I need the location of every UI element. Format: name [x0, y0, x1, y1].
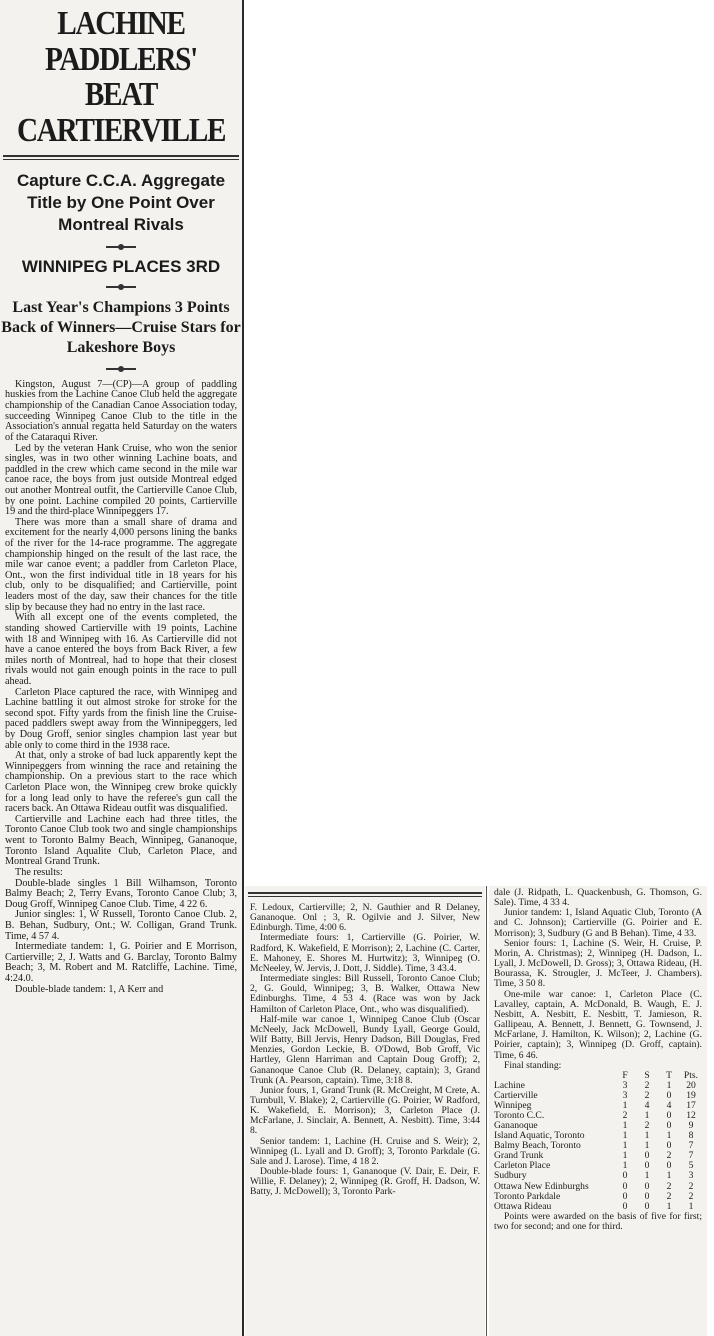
article-body [0, 380, 242, 995]
deck-two: WINNIPEG PLACES 3RD [21, 257, 221, 277]
paragraph: At that, only a stroke of bad luck apparently kept the Winnipeggers from winning the race and retaining the championship. On a previous start to the race which Carleton Place won, the Winnipeg crew broke quickly for a long lead only to have the referee's gun call the racers back. An Ottawa Rideau outfit was disqualified. [5, 750, 237, 815]
paragraph: With all except one of the events completed, the standing showed Cartierville with 19 points, Lachine with 18 and Winnipeg with 16. As Cartierville did not have a canoe entered the boys from Back River, a few miles north of Montreal, had to hope that their closest rivals would not gain enough points in the race to pull ahead. [5, 612, 237, 687]
standing-note: Points were awarded on the basis of five for first; two for second; and one for third. [494, 1210, 702, 1232]
column-top-rule [248, 892, 482, 897]
column-header: S [644, 1069, 650, 1081]
thirds: 2 [666, 1150, 672, 1162]
points: 20 [686, 1079, 696, 1091]
thirds: 0 [666, 1089, 672, 1101]
deck-three: Last Year's Champions 3 Points Back of Winners—Cruise Stars for Lakeshore Boys [1, 298, 241, 356]
firsts: 1 [622, 1120, 628, 1132]
team-name: Cartierville [494, 1089, 538, 1101]
standing-rows [494, 1081, 702, 1212]
firsts: 1 [622, 1160, 628, 1172]
result-item: Senior tandem: 1, Lachine (H. Cruise and S. Weir); 2, Winnipeg (L. Lyall and D. Groff); 3, Toronto Parkdale (G. Sale and J. Larose). Time, 4 18 2. [250, 1135, 480, 1167]
results-continued [245, 903, 485, 1198]
paragraph: Kingston, August 7—(CP)—A group of paddling huskies from the Lachine Canoe Club held the aggregate championship of the Canadian Canoe Association today, succeeding Winnipeg Canoe Club to the title in the Association's annual regatta held Saturday on the waters of the Cataraqui River. [5, 378, 237, 443]
seconds: 2 [644, 1120, 650, 1132]
thirds: 1 [666, 1079, 672, 1091]
paragraph: Carleton Place captured the race, with Winnipeg and Lachine battling it out almost stroke for stroke for the second spot. Fifty yards from the finish line the Cruise-paced paddlers swept away from the Winnipeggers, led by Doug Groff, senior singles champion last year but able only to come third in the 1938 race. [5, 686, 237, 751]
points: 5 [688, 1160, 694, 1172]
deck-divider [106, 246, 136, 248]
team-name: Grand Trunk [494, 1150, 544, 1162]
firsts: 1 [622, 1100, 628, 1111]
seconds: 1 [644, 1170, 650, 1182]
column-header: T [666, 1069, 672, 1081]
team-name: Toronto Parkdale [494, 1190, 561, 1202]
seconds: 0 [644, 1150, 650, 1162]
points: 3 [688, 1170, 694, 1182]
firsts: 2 [622, 1110, 628, 1122]
team-name: Winnipeg [494, 1100, 532, 1111]
team-name: Ottawa New Edinburghs [494, 1180, 589, 1192]
team-name: Sudbury [494, 1170, 527, 1182]
points: 17 [686, 1100, 696, 1111]
seconds: 1 [644, 1110, 650, 1122]
firsts: 3 [622, 1089, 628, 1101]
column-rule [486, 886, 487, 1336]
result-item: Double-blade tandem: 1, A Kerr and [15, 983, 164, 995]
result-item: Double-blade singles 1 Bill Wilhamson, Toronto Balmy Beach; 2, Terry Evans, Toronto Canoe Club; 3, Doug Groff, Winnipeg Canoe Club. Time, 4 22 6. [5, 877, 237, 910]
firsts: 3 [622, 1079, 628, 1091]
seconds: 2 [644, 1079, 650, 1091]
thirds: 0 [666, 1120, 672, 1132]
firsts: 0 [622, 1170, 628, 1182]
team-name: Toronto C.C. [494, 1110, 545, 1122]
seconds: 4 [644, 1100, 650, 1111]
paragraph: Led by the veteran Hank Cruise, who won the senior singles, was in two other winning Lachine boats, and paddled in the crew which came second in the mile war canoe race, the boys from just outside Montreal edged out another Montreal outfit, the Cartierville Canoe Club, by one point. Lachine compiled 20 points, Cartierville 19 and the third-place Winnipeggers 17. [5, 442, 237, 518]
thirds: 2 [666, 1180, 672, 1192]
third-column [489, 886, 707, 1336]
points: 7 [688, 1150, 694, 1162]
second-column [245, 886, 485, 1336]
points: 7 [688, 1140, 694, 1152]
seconds: 2 [644, 1089, 650, 1101]
results-continued [489, 886, 707, 1232]
seconds: 0 [644, 1180, 650, 1192]
result-item: One-mile war canoe: 1, Carleton Place (C. Lavalley, captain, A. McDonald, B. Waugh, E. J. Nesbitt, A. Nesbitt, E. Nesbitt, T. Jamieson, R. Gallipeau, A. Bennett, J. Bennett, G. Townsend, J. McFarlane, J. Hamilton, K. Wilson); 2, Lachine (G. Poirier, captain); 3, Winnipeg (D. Groff, captain). Time, 6 46. [494, 988, 702, 1061]
deck-divider [106, 368, 136, 370]
seconds: 1 [644, 1140, 650, 1152]
paragraph: Cartierville and Lachine each had three titles, the Toronto Canoe Club took two and single championships went to Toronto Balmy Beach, Winnipeg, Gananoque, Toronto Island Aqualite Club, Carleton Place, and Montreal Grand Trunk. [5, 813, 237, 868]
deck-divider [106, 286, 136, 288]
result-item: Intermediate tandem: 1, G. Poirier and E Morrison, Cartierville; 2, J. Watts and G. Barclay, Toronto Balmy Beach; 3, M. Robert and M. Ratcliffe, Lachine. Time, 4:24.0. [5, 941, 237, 984]
result-item: Junior singles: 1, W Russell, Toronto Canoe Club. 2, B. Behan, Sudbury, Ont.; W. Colligan, Grand Trunk. Time, 4 57 4. [5, 909, 237, 942]
seconds: 0 [644, 1190, 650, 1202]
firsts: 1 [622, 1130, 628, 1142]
result-item: Double-blade fours: 1, Gananoque (V. Dair, E. Deir, F. Willie, F. Delaney); 2, Winnipeg (R. Groff, H. Dadson, W. Batty, J. McDowell); 3, Toronto Park- [250, 1166, 480, 1198]
thirds: 1 [666, 1170, 672, 1182]
thirds: 0 [666, 1140, 672, 1152]
points: 9 [688, 1120, 694, 1132]
firsts: 0 [622, 1190, 628, 1202]
thirds: 1 [666, 1200, 672, 1212]
headline: LACHINE PADDLERS' BEAT CARTIERVILLE [16, 5, 226, 150]
seconds: 0 [644, 1160, 650, 1172]
firsts: 0 [622, 1200, 628, 1212]
thirds: 0 [666, 1160, 672, 1172]
result-item: F. Ledoux, Cartierville; 2, N. Gauthier and R Delaney, Gananoque. Onl ; 3, R. Ogilvie and J. Silver, New Edinburgh. Time, 4:00 6. [250, 902, 480, 934]
thirds: 1 [666, 1130, 672, 1142]
result-item: Half-mile war canoe 1, Winnipeg Canoe Club (Oscar McNeely, Jack McDowell, Bundy Lyall, George Gould, Wilf Batty, Bill Jervis, Henry Dadson, Bill Douglas, Fred Menzies, Gordon Leckie, B. O'Dowd, Bob Groff, Vic Hartley, Glenn Harriman and Captain Doug Groff); 2, Gananoque Canoe Club (R. Delaney, captain); 3, Grand Trunk (A. Pearson, captain). Time, 3:18 8. [250, 1013, 480, 1086]
points: 1 [688, 1200, 694, 1212]
result-item: dale (J. Ridpath, L. Quackenbush, G. Thomson, G. Sale). Time, 4 33 4. [494, 887, 702, 909]
points: 12 [686, 1110, 696, 1122]
team-name: Balmy Beach, Toronto [494, 1140, 581, 1152]
result-item: Junior fours, 1, Grand Trunk (R. McCreight, M Crete, A. Turnbull, V. Blake); 2, Cartierville (G. Poirier, W Radford, K. Wakefield, E. Morrison); 3, Carleton Place (J. McFarlane, J. Sinclair, A. Bennett, A. Nesbitt). Time, 3:44 8. [250, 1084, 480, 1137]
deck-one: Capture C.C.A. Aggregate Title by One Point Over Montreal Rivals [16, 170, 226, 234]
column-rule [242, 0, 244, 1336]
column-header: Pts. [683, 1069, 699, 1081]
points: 2 [688, 1180, 694, 1192]
thirds: 4 [666, 1100, 672, 1111]
paragraph: There was more than a small share of drama and excitement for the nearly 4,000 persons lining the banks of the river for the 14-race programme. The aggregate championship hinged on the result of the last race, the mile war canoe event; a paddler from Carleton Place, Ont., won the first individual title in 18 years for his club, only to be disqualified; and Cartierville, point leaders most of the day, saw their chances for the title slip by because they had no entry in the last race. [5, 516, 237, 613]
team-name: Island Aquatic, Toronto [494, 1130, 585, 1142]
thirds: 2 [666, 1190, 672, 1202]
column-header: F [622, 1069, 628, 1081]
result-item: Intermediate singles: Bill Russell, Toronto Canoe Club; 2, G. Gould, Winnipeg; 3, B. Walker, Ottawa New Edinburghs. Time, 4 53 4. (Race was won by Jack Hamilton of Carleton Place, Ont., who was disqualified). [250, 973, 480, 1015]
results-heading: The results: [15, 866, 63, 878]
firsts: 1 [622, 1150, 628, 1162]
standing-table [494, 1071, 702, 1212]
team-name: Carleton Place [494, 1160, 551, 1172]
seconds: 1 [644, 1130, 650, 1142]
result-item: Senior fours: 1, Lachine (S. Weir, H. Cruise, P. Morin, A. Christmas); 2, Winnipeg (H. Dadson, L. Lyall, J. McDowell, D. Gross); 3, Ottawa Rideau, (H. Bourassa, K. Strougler, J. McTeer, J. Chambers). Time, 3 50 8. [494, 937, 702, 990]
team-name: Ottawa Rideau [494, 1200, 552, 1212]
result-item: Intermediate fours: 1, Cartierville (G. Poirier, W. Radford, K. Wakefield, E Morrison); 2, Lachine (C. Carter, E. Mahoney, E. Shores M. Hurtwitz); 3, Winnipeg (O. McNeeley, W. Jervis, J. Dott, J. Siddle). Time, 3 43.4. [250, 932, 480, 974]
standing-heading: Final standing: [504, 1059, 562, 1071]
result-item: Junior tandem: 1, Island Aquatic Club, Toronto (A and C. Johnson); Cartierville (G. Poirier and E. Morrison); 3, Sudbury (G and B Behan). Time, 4 33. [494, 907, 702, 939]
firsts: 1 [622, 1140, 628, 1152]
team-name: Lachine [494, 1079, 525, 1091]
points: 19 [686, 1089, 696, 1101]
points: 8 [688, 1130, 694, 1142]
table-row [494, 1171, 702, 1181]
team-name: Gananoque [494, 1120, 538, 1132]
firsts: 0 [622, 1180, 628, 1192]
seconds: 0 [644, 1200, 650, 1212]
main-column [0, 0, 242, 1336]
points: 2 [688, 1190, 694, 1202]
headline-rule [3, 155, 239, 160]
thirds: 0 [666, 1110, 672, 1122]
